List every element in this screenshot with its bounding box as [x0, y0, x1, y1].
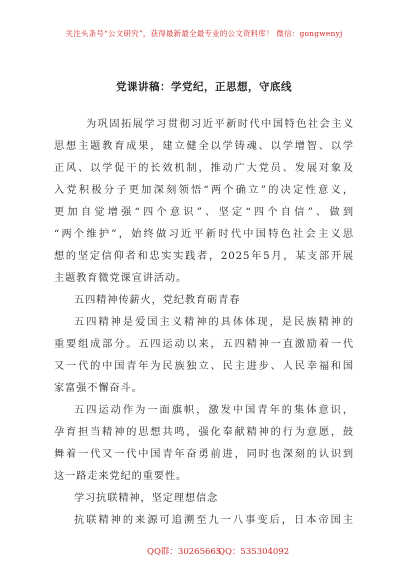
- promo-banner: 关注头条号“公文研究”，获得最新最全最专业的公文资料库！ 微信：gongwenyj: [65, 29, 343, 38]
- paragraph-line: 这一路走来党纪的重要性。: [54, 471, 188, 482]
- paragraph-line: “两个维护”，始终做习近平新时代中国特色社会主义思: [54, 229, 354, 240]
- qq-group-number: QQ群：30265665: [147, 547, 222, 557]
- section-heading: 学习抗联精神，坚定理想信念: [74, 493, 219, 504]
- paragraph-line: 为巩固拓展学习贯彻习近平新时代中国特色社会主义: [86, 119, 354, 130]
- paragraph-line: 正风、以学促干的长效机制，推动广大党员、发展对象及: [54, 163, 354, 174]
- paragraph-line: 重要组成部分。五四运动以来，五四精神一直激励着一代: [54, 339, 354, 350]
- document-body: [54, 114, 354, 532]
- paragraph-line: 舞着一代又一代中国青年奋勇前进，同时也深刻的认识到: [54, 449, 354, 460]
- paragraph-line: 五四运动作为一面旗帜，激发中国青年的集体意识，: [74, 405, 354, 416]
- paragraph-line: 主题教育微党课宣讲活动。: [54, 273, 188, 284]
- document-title: 党课讲稿：学党纪，正思想，守底线: [116, 81, 292, 93]
- paragraph-line: 思想主题教育成果，建立健全以学铸魂、以学增智、以学: [54, 141, 354, 152]
- paragraph-line: 家富强不懈奋斗。: [54, 383, 143, 394]
- paragraph-line: 入党积极分子更加深刻领悟“两个确立”的决定性意义，: [54, 185, 354, 196]
- paragraph-line: 孕育担当精神的思想共鸣，强化奉献精神的行为意愿，鼓: [54, 427, 354, 438]
- paragraph-line: 抗联精神的来源可追溯至九一八事变后，日本帝国主: [74, 515, 354, 526]
- section-heading: 五四精神传薪火，党纪教育砺青春: [74, 295, 241, 306]
- qq-contact-number: QQ：535304092: [218, 547, 290, 557]
- paragraph-line: 想的坚定信仰者和忠实实践者，2025年5月，某支部开展: [54, 251, 354, 262]
- paragraph-line: 更加自觉增强“四个意识”、坚定“四个自信”、做到: [54, 207, 354, 218]
- paragraph-line: 五四精神是爱国主义精神的具体体现，是民族精神的: [74, 317, 354, 328]
- paragraph-line: 又一代的中国青年为民族独立、民主进步、人民幸福和国: [54, 361, 354, 372]
